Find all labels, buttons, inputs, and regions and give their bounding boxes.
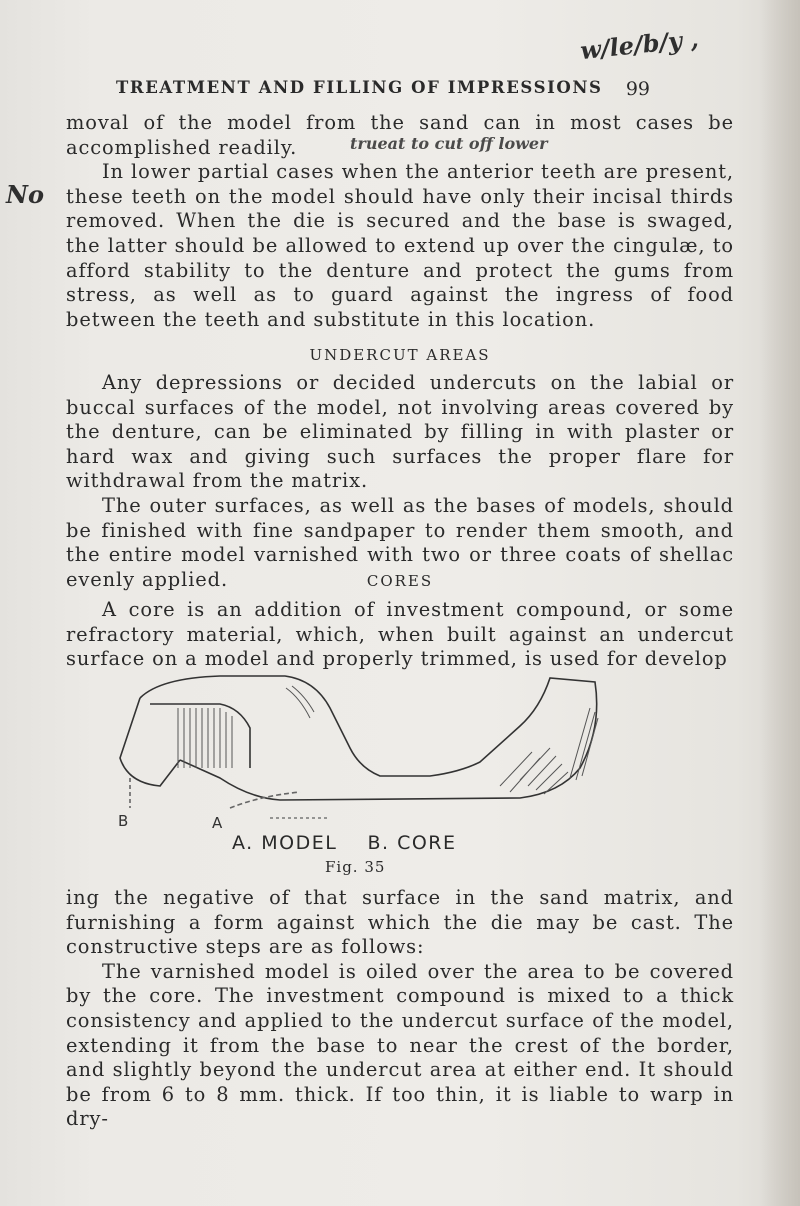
page-number: 99: [625, 78, 650, 100]
running-header: [116, 78, 650, 100]
running-title: TREATMENT AND FILLING OF IMPRESSIONS: [116, 78, 603, 97]
figure-label-a: A: [212, 814, 223, 828]
page-edge-shadow: [760, 0, 800, 1206]
paragraph: In lower partial cases when the anterior teeth are present, these teeth on the model should have only their incisal thirds removed. When the die is secured and the base is swaged, the latter should be allowed to extend up over the cingulæ, to afford stability to the denture and protect the gums from stress, as well as to guard against the ingress of food between the teeth and substitute in this location.: [66, 160, 734, 331]
paragraph: Any depressions or decided undercuts on the labial or buccal surfaces of the model, not involving areas covered by the denture, can be eliminated by filling in with plaster or hard wax and giving such surfaces the proper flare for withdrawal from the matrix.: [66, 371, 734, 493]
paragraph: ing the negative of that surface in the sand matrix, and furnishing a form against which the die may be cast. The constructive steps are as follows:: [66, 886, 734, 959]
handwritten-margin-note: No: [6, 180, 44, 209]
figure-number: Fig. 35: [325, 858, 386, 876]
section-heading-cores: CORES: [366, 572, 434, 590]
text-block-continuation: [66, 886, 734, 1132]
text-block-undercut: [66, 371, 734, 592]
handwritten-annotation-top: w/le/b/y ,: [578, 23, 700, 66]
model-outline: [140, 676, 597, 800]
paragraph: The outer surfaces, as well as the bases of models, should be finished with fine sandpaper to render them smooth, and the entire model varnished with two or three coats of shellac evenly applied.: [66, 493, 734, 591]
section-heading-undercut: UNDERCUT AREAS: [309, 346, 491, 364]
figure-35-illustration: [100, 668, 660, 828]
text-block-cores: [66, 598, 734, 672]
paragraph: The varnished model is oiled over the area to be covered by the core. The investment compound is mixed to a thick consistency and applied to the undercut surface of the model, extending it from the base to near the crest of the border, and slightly beyond the undercut area at either end. It should be from 6 to 8 mm. thick. If too thin, it is liable to warp in dry-: [66, 959, 734, 1131]
figure-caption: A. MODEL B. CORE: [232, 832, 457, 854]
hatching-core: [178, 708, 232, 768]
figure-label-b: B: [118, 812, 129, 828]
paragraph: A core is an addition of investment compound, or some refractory material, which, when built against an undercut surface on a model and properly trimmed, is used for develop: [66, 598, 734, 671]
handwritten-inline-note: trueat to cut off lower: [350, 134, 548, 153]
core-outline: [120, 698, 180, 786]
paragraph: moval of the model from the sand can in most cases be accomplished readily.: [66, 111, 734, 159]
